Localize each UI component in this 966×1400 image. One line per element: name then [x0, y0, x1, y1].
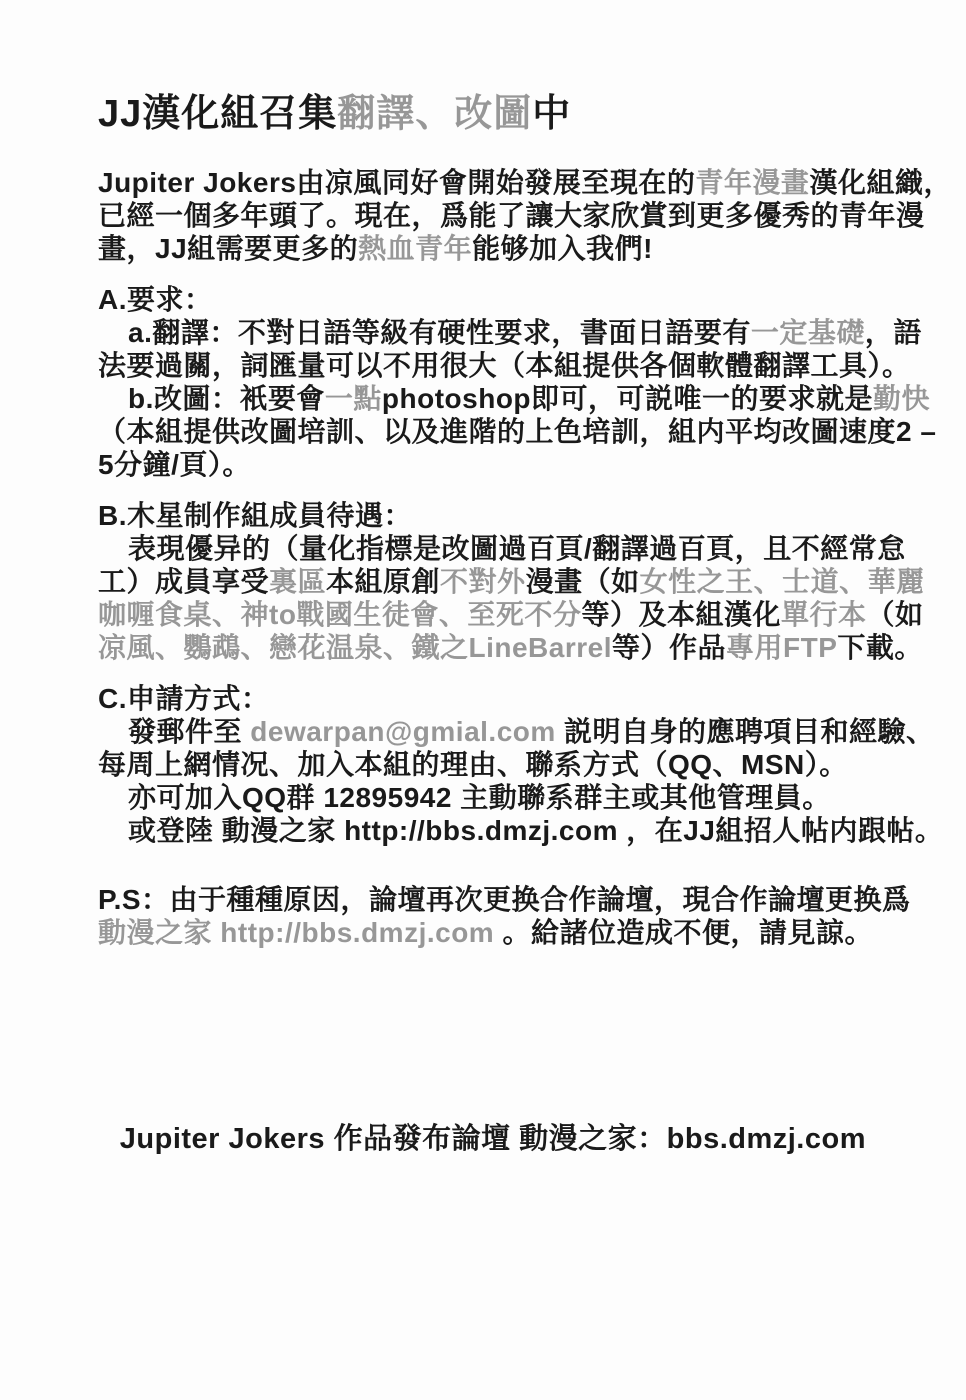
text-segment: a.翻譯：不對日語等級有硬性要求，書面日語要有: [128, 317, 751, 348]
section-application: [98, 682, 944, 847]
highlighted-term: 一點: [324, 383, 382, 414]
text-line: [98, 565, 925, 598]
text-line: [98, 814, 944, 847]
text-segment: 發郵件至: [128, 716, 251, 747]
text-line: [98, 415, 937, 448]
highlighted-term: 一定基礎: [750, 317, 865, 348]
highlighted-term: 單行本: [780, 599, 867, 630]
text-line: [98, 382, 931, 415]
text-segment: 本組原創: [326, 566, 441, 597]
highlighted-term: 裏區: [269, 566, 327, 597]
text-line: [98, 598, 924, 631]
text-line: [98, 166, 952, 199]
text-segment: b.改圖：衹要會: [128, 383, 325, 414]
section-heading-application: C.申請方式：: [98, 683, 270, 714]
text-segment: 主動聯系群主或其他管理員。: [451, 782, 831, 813]
text-segment: Jupiter Jokers由凉風同好會開始發展至現在的: [98, 167, 696, 198]
text-segment: 每周上網情况、加入本組的理由、聯系方式（QQ、MSN）。: [98, 749, 848, 780]
highlighted-term: 凉風、鸚鵡、戀花温泉、鐵之LineBarrel: [98, 632, 612, 663]
text-line: [98, 715, 935, 748]
text-segment: 等）及本組漢化: [581, 599, 781, 630]
footer-release-forum-line: Jupiter Jokers 作品發布論壇 動漫之家：bbs.dmzj.com: [119, 1123, 866, 1155]
text-segment: 下載。: [837, 632, 923, 663]
section-benefits: [98, 499, 925, 664]
section-requirements: [98, 283, 937, 481]
text-segment: 法要過關，詞匯量可以不用很大（本組提供各個軟體翻譯工具）。: [98, 350, 911, 381]
text-segment: 漫畫（如: [525, 566, 640, 597]
text-line: [98, 682, 868, 715]
intro-paragraph: [98, 166, 952, 265]
highlighted-term: 咖喱食桌、神to戰國生徒會、至死不分: [98, 599, 582, 630]
text-segment: （如: [866, 599, 924, 630]
section-heading-benefits: B.木星制作組成員待遇：: [98, 500, 413, 531]
email-address: dewarpan@gmial.com: [250, 716, 556, 747]
text-line: [98, 748, 868, 781]
text-segment: 已經一個多年頭了。現在，爲能了讓大家欣賞到更多優秀的青年漫: [98, 200, 925, 231]
text-segment: 漢化組織，: [809, 167, 952, 198]
text-line: [98, 499, 868, 532]
highlighted-term: 翻譯、改圖: [337, 93, 533, 135]
qq-group-number: 12895942: [323, 782, 452, 813]
highlighted-term: 專用FTP: [726, 632, 838, 663]
text-segment: ，語: [864, 317, 922, 348]
text-segment: 中: [532, 93, 572, 135]
text-segment: 畫，JJ組需要更多的: [98, 233, 359, 264]
text-segment: 表現優异的（量化指標是改圖過百頁/翻譯過百頁，且不經常怠: [128, 533, 906, 564]
text-segment: 説明自身的應聘項目和經驗、: [555, 716, 935, 747]
highlighted-term: 女性之王、士道、華麗: [639, 566, 925, 597]
text-segment: 。給諸位造成不便，請見諒。: [502, 917, 874, 948]
highlighted-term: 勤快: [873, 383, 931, 414]
highlighted-term: 熱血青年: [358, 233, 473, 264]
text-line: [98, 349, 911, 382]
page-title: [98, 92, 868, 136]
forum-url: http://bbs.dmzj.com: [344, 815, 618, 846]
text-line: [98, 532, 906, 565]
text-line: [98, 199, 925, 232]
text-line: [98, 92, 868, 136]
text-segment: 等）作品: [612, 632, 727, 663]
text-segment: 5分鐘/頁）。: [98, 449, 251, 480]
text-segment: photoshop即可，可説唯一的要求就是: [381, 383, 874, 414]
text-segment: 工）成員享受: [98, 566, 270, 597]
text-segment: 或登陸 動漫之家: [128, 815, 345, 846]
text-line: [98, 631, 923, 664]
text-line: [98, 781, 868, 814]
section-postscript: [98, 883, 911, 949]
text-line: [98, 883, 911, 916]
highlighted-term: 不對外: [440, 566, 526, 597]
text-segment: 能够加入我們!: [472, 233, 653, 264]
text-line: [98, 916, 874, 949]
text-segment: P.S：由于種種原因，論壇再次更换合作論壇，現合作論壇更换爲: [98, 884, 911, 915]
forum-url: 動漫之家 http://bbs.dmzj.com: [98, 917, 503, 948]
text-segment: ，在JJ組招人帖内跟帖。: [618, 815, 944, 846]
text-segment: 亦可加入QQ群: [128, 782, 324, 813]
text-line: [98, 283, 868, 316]
text-segment: （本組提供改圖培訓、以及進階的上色培訓，組内平均改圖速度2 –: [98, 416, 937, 447]
section-heading-requirements: A.要求：: [98, 284, 213, 315]
text-line: [98, 448, 868, 481]
text-segment: JJ漢化組召集: [98, 93, 338, 135]
highlighted-term: 青年漫畫: [695, 167, 810, 198]
text-line: [98, 316, 922, 349]
text-line: [98, 232, 868, 265]
